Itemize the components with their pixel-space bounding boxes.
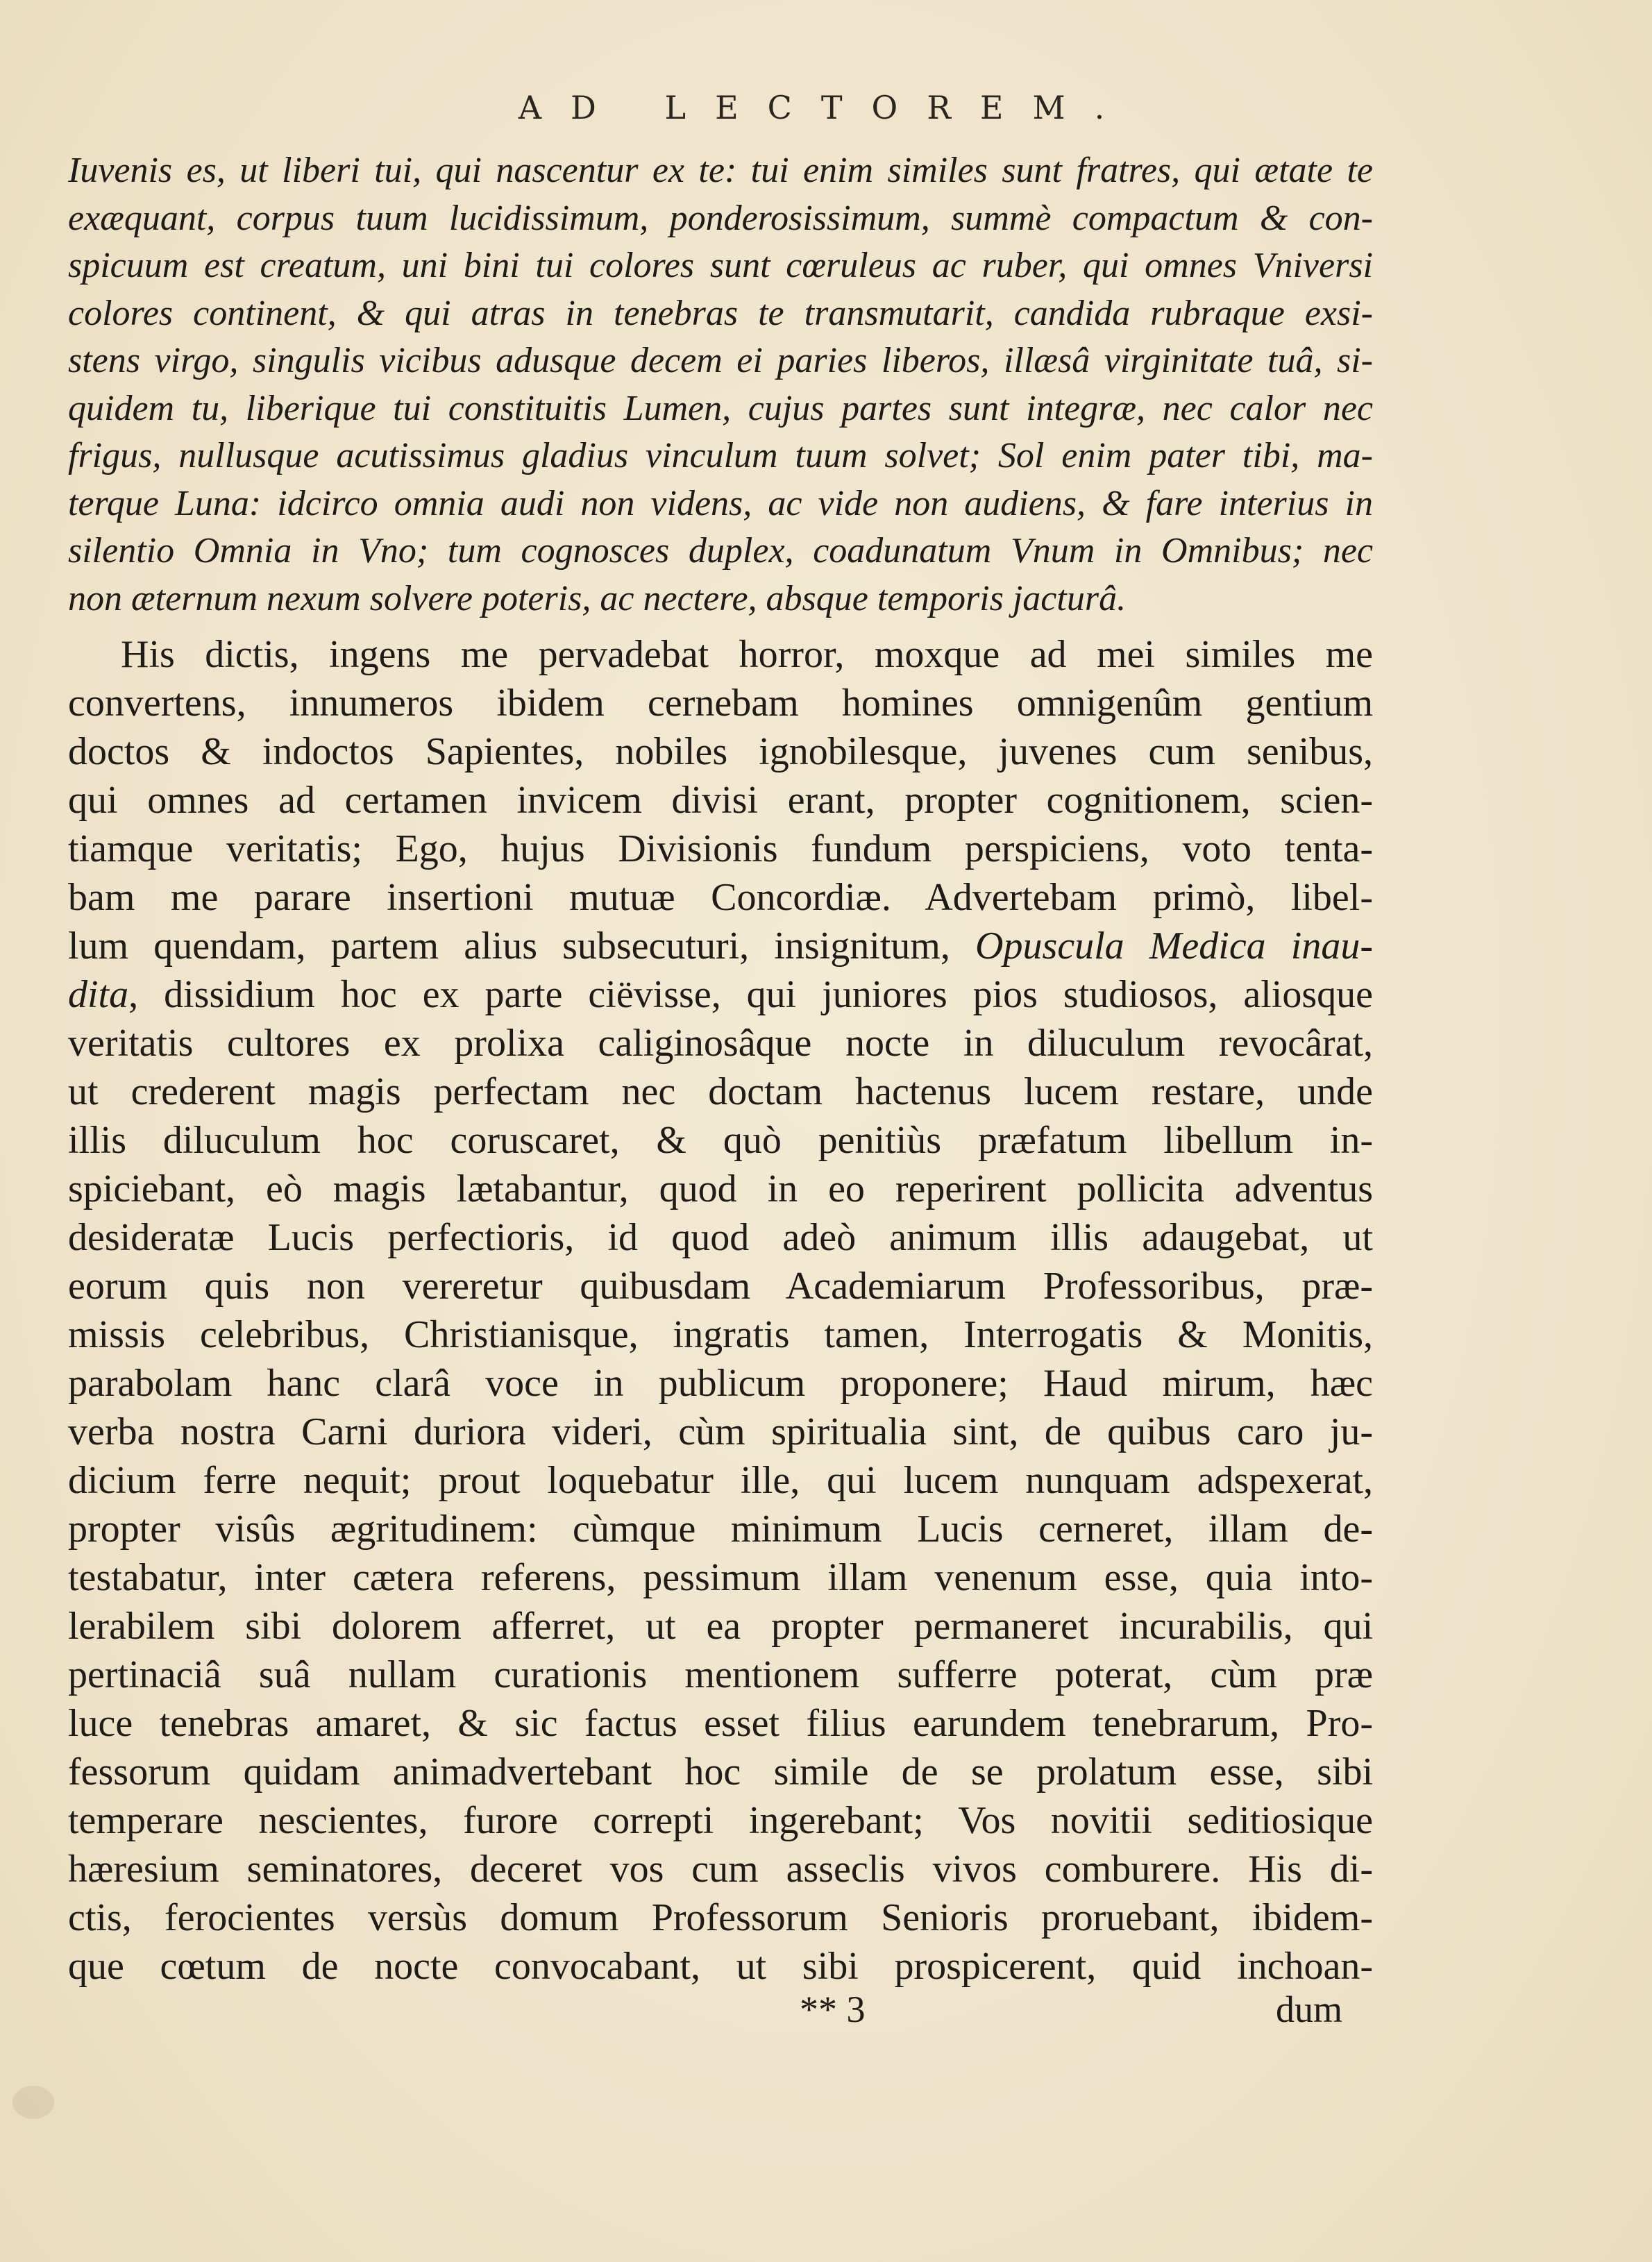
body-line — [68, 1213, 1373, 1262]
italic-line: exæquant, corpus tuum lucidissimum, ponderosissimum, summè compactum & con- — [68, 198, 1373, 238]
body-line — [68, 1165, 1373, 1213]
body-line — [68, 1408, 1373, 1456]
body-line-text: doctos & indoctos Sapientes, nobiles ignobilesque, juvenes cum senibus, — [68, 730, 1373, 773]
italic-paragraph — [68, 147, 1373, 623]
body-line — [68, 1456, 1373, 1505]
body-line — [68, 1019, 1373, 1067]
body-line — [68, 630, 1373, 679]
body-line-text: parabolam hanc clarâ voce in publicum proponere; Haud mirum, hæc — [68, 1362, 1373, 1405]
body-line — [68, 825, 1373, 873]
body-line-text: dicium ferre nequit; prout loquebatur ille, qui lucem nunquam adspexerat, — [68, 1459, 1373, 1502]
body-line-text: illis diluculum hoc coruscaret, & quò penitiùs præfatum libellum in- — [68, 1119, 1373, 1162]
body-line — [68, 1553, 1373, 1602]
body-line — [68, 873, 1373, 922]
body-line-text: testabatur, inter cætera referens, pessimum illam venenum esse, quia into- — [68, 1556, 1373, 1599]
body-line — [68, 776, 1373, 825]
italic-line: spicuum est creatum, uni bini tui colores sunt cœruleus ac ruber, qui omnes Vniversi — [68, 246, 1373, 285]
body-line-text: temperare nescientes, furore correpti ingerebant; Vos novitii seditiosique — [68, 1799, 1373, 1842]
book-title-italic: Opuscula Medica inau- — [975, 925, 1373, 968]
italic-line: Iuvenis es, ut liberi tui, qui nascentur ex te: tui enim similes sunt fratres, qui ætate te — [68, 151, 1373, 190]
book-title-italic: dita — [68, 973, 129, 1016]
body-line-text: veritatis cultores ex prolixa caliginosâque nocte in diluculum revocârat, — [68, 1022, 1373, 1065]
body-line-text: hæresium seminatores, deceret vos cum asseclis vivos comburere. His di- — [68, 1848, 1373, 1891]
body-line-text: convertens, innumeros ibidem cernebam homines omnigenûm gentium — [68, 682, 1373, 725]
italic-line: quidem tu, liberique tui constituitis Lumen, cujus partes sunt integræ, nec calor nec — [68, 388, 1373, 428]
body-line — [68, 1116, 1373, 1165]
body-line-text: fessorum quidam animadvertebant hoc simile de se prolatum esse, sibi — [68, 1750, 1373, 1793]
body-line-text: qui omnes ad certamen invicem divisi erant, propter cognitionem, scien- — [68, 779, 1373, 822]
italic-line: silentio Omnia in Vno; tum cognosces duplex, coadunatum Vnum in Omnibus; nec — [68, 531, 1373, 571]
body-line-text: pertinaciâ suâ nullam curationis mentionem sufferre poterat, cùm præ — [68, 1653, 1373, 1696]
body-line — [68, 1067, 1373, 1116]
body-line — [68, 1505, 1373, 1553]
body-line-text: que cœtum de nocte convocabant, ut sibi prospicerent, quid inchoan- — [68, 1945, 1373, 1988]
body-line — [68, 1796, 1373, 1845]
body-line — [68, 1262, 1373, 1310]
body-line-text: bam me parare insertioni mutuæ Concordiæ. Advertebam primò, libel- — [68, 876, 1373, 919]
body-line-text: propter visûs ægritudinem: cùmque minimum Lucis cerneret, illam de- — [68, 1508, 1373, 1551]
body-line — [68, 679, 1373, 727]
body-line — [68, 1310, 1373, 1359]
paper-stain — [12, 2086, 54, 2119]
italic-line: stens virgo, singulis vicibus adusque decem ei paries liberos, illæsâ virginitate tuâ, si- — [68, 341, 1373, 380]
italic-line: non æternum nexum solvere poteris, ac nectere, absque temporis jacturâ. — [68, 578, 1127, 618]
body-line — [68, 1699, 1373, 1748]
body-line — [68, 970, 1373, 1019]
roman-paragraph — [68, 630, 1373, 1991]
body-line-text: missis celebribus, Christianisque, ingratis tamen, Interrogatis & Monitis, — [68, 1313, 1373, 1356]
body-line-text: desideratæ Lucis perfectioris, id quod adeò animum illis adaugebat, ut — [68, 1216, 1373, 1259]
body-line-text: verba nostra Carni duriora videri, cùm spiritualia sint, de quibus caro ju- — [68, 1410, 1373, 1453]
italic-line: frigus, nullusque acutissimus gladius vinculum tuum solvet; Sol enim pater tibi, ma- — [68, 436, 1373, 475]
body-line-text: ut crederent magis perfectam nec doctam hactenus lucem restare, unde — [68, 1070, 1373, 1113]
body-line — [68, 1942, 1373, 1991]
running-header: AD LECTOREM. — [518, 89, 1134, 126]
body-line-text: spiciebant, eò magis lætabantur, quod in eo reperirent pollicita adventus — [68, 1167, 1373, 1210]
body-line-text: lerabilem sibi dolorem afferret, ut ea propter permaneret incurabilis, qui — [68, 1605, 1373, 1648]
body-line-text: eorum quis non vereretur quibusdam Academiarum Professoribus, præ- — [68, 1265, 1373, 1308]
body-line-text: , dissidium hoc ex parte ciëvisse, qui juniores pios studiosos, aliosque — [128, 973, 1373, 1016]
body-line — [68, 1748, 1373, 1796]
signature-mark: ** 3 — [800, 1989, 866, 2030]
body-line-text: tiamque veritatis; Ego, hujus Divisionis fundum perspiciens, voto tenta- — [68, 827, 1373, 870]
body-line — [68, 1651, 1373, 1699]
body-line — [68, 1893, 1373, 1942]
body-line — [68, 922, 1373, 970]
page-footer — [0, 1988, 1652, 2043]
italic-line: colores continent, & qui atras in tenebras te transmutarit, candida rubraque exsi- — [68, 293, 1373, 333]
body-line — [68, 1602, 1373, 1651]
body-line — [68, 727, 1373, 776]
body-line-text: His dictis, ingens me pervadebat horror, moxque ad mei similes me — [121, 633, 1373, 676]
italic-line: terque Luna: idcirco omnia audi non videns, ac vide non audiens, & fare interius in — [68, 483, 1373, 523]
body-line — [68, 1359, 1373, 1408]
body-line-text: luce tenebras amaret, & sic factus esset filius earundem tenebrarum, Pro- — [68, 1702, 1373, 1745]
catchword: dum — [1276, 1989, 1343, 2030]
body-line — [68, 1845, 1373, 1893]
body-line-text: ctis, ferocientes versùs domum Professorum Senioris proruebant, ibidem- — [68, 1896, 1373, 1939]
body-line-text: lum quendam, partem alius subsecuturi, insignitum, — [68, 925, 950, 968]
